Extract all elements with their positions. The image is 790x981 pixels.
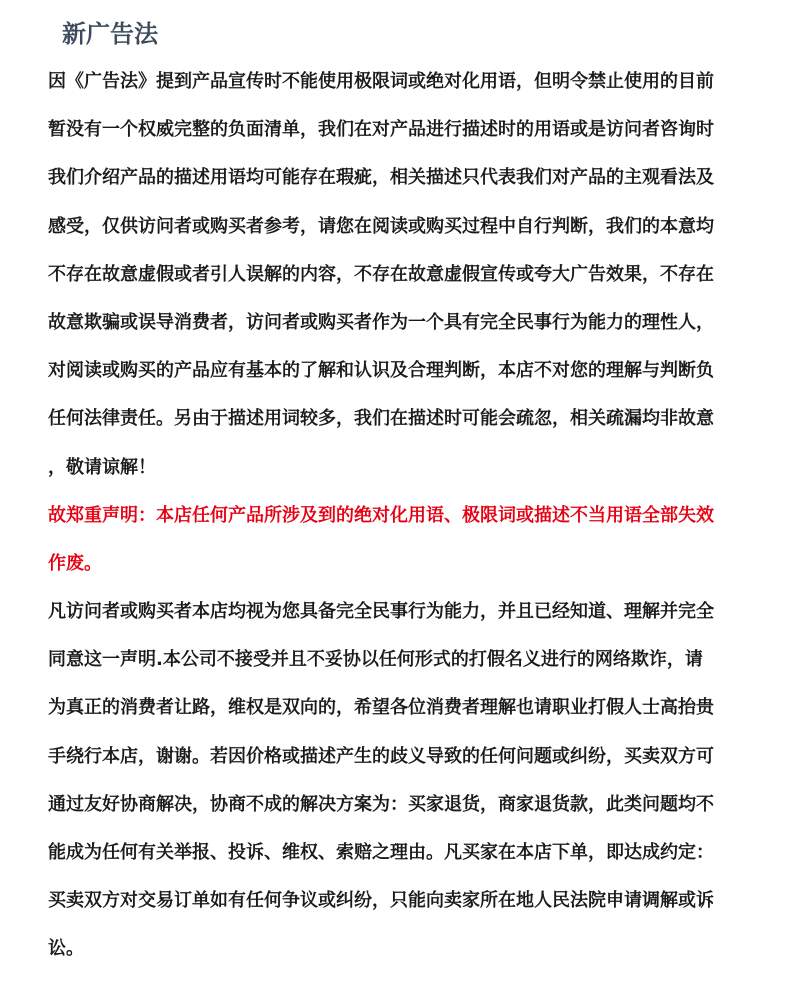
notice-line: 不存在故意虚假或者引人误解的内容，不存在故意虚假宣传或夸大广告效果，不存在 <box>48 263 714 285</box>
notice-line: 感受，仅供访问者或购买者参考，请您在阅读或购买过程中自行判断，我们的本意均 <box>48 215 714 237</box>
notice-line: 故意欺骗或误导消费者，访问者或购买者作为一个具有完全民事行为能力的理性人， <box>48 311 714 333</box>
notice-line: 买卖双方对交易订单如有任何争议或纠纷，只能向卖家所在地人民法院申请调解或诉 <box>48 890 714 912</box>
notice-line: 我们介绍产品的描述用语均可能存在瑕疵，相关描述只代表我们对产品的主观看法及 <box>48 167 714 189</box>
notice-line: 同意这一声明.本公司不接受并且不妥协以任何形式的打假名义进行的网络欺诈，请 <box>48 649 703 671</box>
notice-line: 通过友好协商解决，协商不成的解决方案为：买家退货，商家退货款，此类问题均不 <box>48 793 714 815</box>
notice-line: ，敬请谅解！ <box>48 456 156 478</box>
notice-line: 任何法律责任。另由于描述用词较多，我们在描述时可能会疏忽，相关疏漏均非故意 <box>48 408 714 430</box>
declaration-line: 故郑重声明：本店任何产品所涉及到的绝对化用语、极限词或描述不当用语全部失效 <box>48 504 714 526</box>
notice-line: 因《广告法》提到产品宣传时不能使用极限词或绝对化用语，但明令禁止使用的目前 <box>48 71 714 92</box>
notice-line: 对阅读或购买的产品应有基本的了解和认识及合理判断，本店不对您的理解与判断负 <box>48 360 714 382</box>
notice-line: 暂没有一个权威完整的负面清单，我们在对产品进行描述时的用语或是访问者咨询时 <box>48 119 714 141</box>
notice-line: 为真正的消费者让路，维权是双向的，希望各位消费者理解也请职业打假人士高抬贵 <box>48 697 714 719</box>
notice-body <box>48 58 758 974</box>
notice-line: 手绕行本店，谢谢。若因价格或描述产生的歧义导致的任何问题或纠纷，买卖双方可 <box>48 745 714 767</box>
declaration-line: 作废。 <box>48 552 102 574</box>
notice-line: 能成为任何有关举报、投诉、维权、索赔之理由。凡买家在本店下单，即达成约定： <box>48 842 714 863</box>
notice-line: 讼。 <box>48 938 84 960</box>
page-title: 新广告法 <box>62 20 158 48</box>
notice-line: 凡访问者或购买者本店均视为您具备完全民事行为能力，并且已经知道、理解并完全 <box>48 601 714 623</box>
